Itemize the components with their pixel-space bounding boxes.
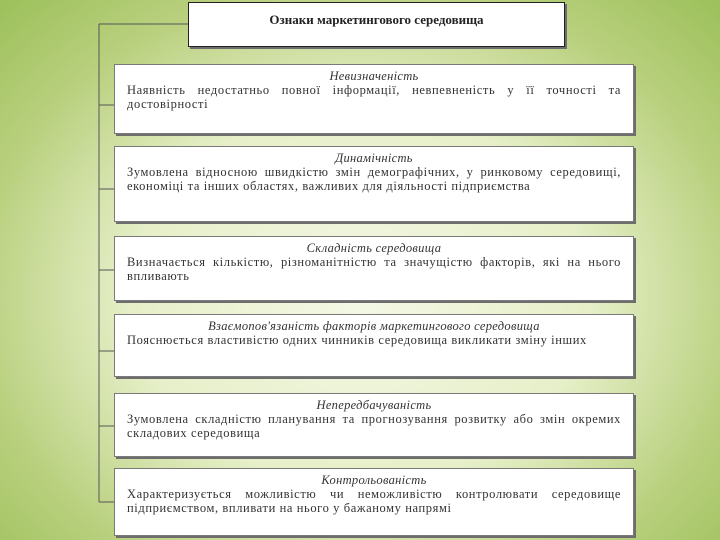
feature-description: Визначається кількістю, різноманітністю та значущістю факторів, які на нього впливають (127, 255, 621, 283)
feature-box-complexity (114, 236, 634, 301)
feature-box-controllability (114, 468, 634, 536)
feature-description: Характеризується можливістю чи неможливістю контролювати середовище підприємством, впливати на нього у бажаному напрямі (127, 487, 621, 515)
feature-box-uncertainty (114, 64, 634, 134)
feature-box-unpredictability (114, 393, 634, 457)
feature-description: Зумовлена складністю планування та прогнозування розвитку або змін окремих складових середовища (127, 412, 621, 440)
diagram-title: Ознаки маркетингового середовища (269, 12, 484, 27)
feature-heading: Непередбачуваність (316, 398, 432, 412)
feature-description: Наявність недостатньо повної інформації, невпевненість у її точності та достовірності (127, 83, 621, 111)
feature-box-dynamism (114, 146, 634, 222)
feature-heading: Взаємопов'язаність факторів маркетингового середовища (208, 319, 540, 333)
feature-description: Зумовлена відносною швидкістю змін демографічних, у ринковому середовищі, економіці та інших областях, важливих для діяльності підприємства (127, 165, 621, 193)
feature-heading: Динамічність (335, 151, 413, 165)
feature-heading: Складність середовища (306, 241, 442, 255)
feature-heading: Невизначеність (329, 69, 419, 83)
feature-box-interconnectedness (114, 314, 634, 377)
feature-description: Пояснюється властивістю одних чинників середовища викликати зміну інших (127, 333, 587, 347)
feature-heading: Контрольованість (321, 473, 427, 487)
diagram-title-box (188, 2, 565, 47)
